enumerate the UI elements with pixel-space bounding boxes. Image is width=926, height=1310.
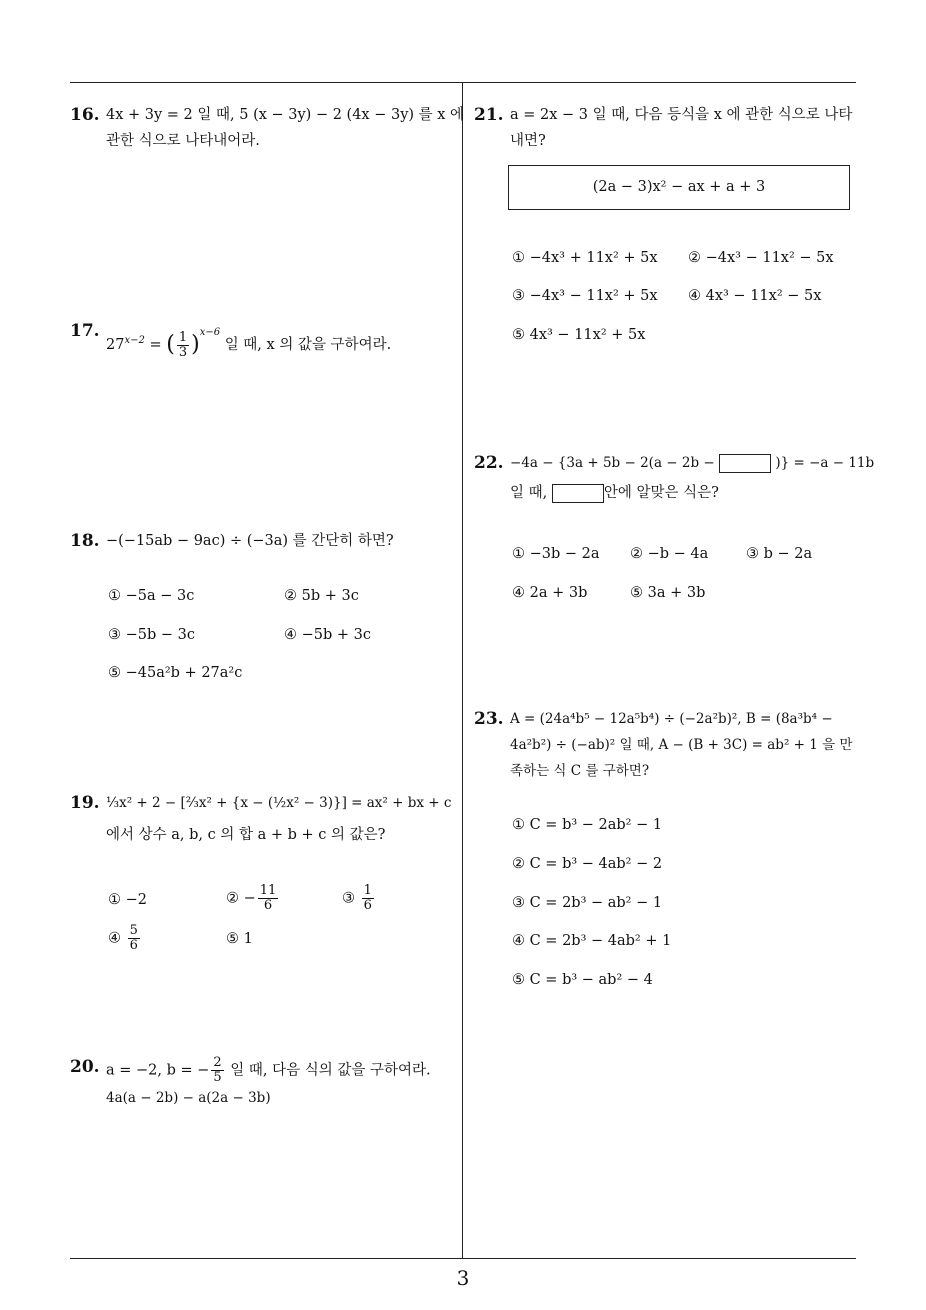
question-number: 19. — [70, 793, 100, 813]
question-text: a = 2x − 3 일 때, 다음 등식을 x 에 관한 식으로 나타 — [510, 107, 853, 123]
answer-option-1[interactable]: ① −5a − 3c — [108, 588, 195, 604]
answer-option-4[interactable]: ④ −5b + 3c — [284, 627, 371, 643]
expr-exponent: x−2 — [124, 335, 145, 347]
answer-option-1[interactable]: ① −4x³ + 11x² + 5x — [512, 250, 658, 266]
question-text: A = (24a⁴b⁵ − 12a⁵b⁴) ÷ (−2a²b)², B = (8a³b⁴ − — [510, 711, 833, 727]
option-label: ③ — [342, 890, 355, 907]
equation-box: (2a − 3)x² − ax + a + 3 — [508, 165, 850, 210]
question-number: 18. — [70, 531, 100, 551]
question-text: 4x + 3y = 2 일 때, 5 (x − 3y) − 2 (4x − 3y) 를 x 에 — [106, 107, 465, 123]
answer-blank-box — [719, 454, 771, 473]
fraction-denominator: 5 — [213, 1070, 222, 1085]
question-number: 16. — [70, 105, 100, 125]
option-label: ④ — [108, 930, 121, 947]
answer-option-2[interactable]: ② −b − 4a — [630, 546, 709, 562]
answer-option-4[interactable] — [108, 924, 142, 953]
bottom-rule — [70, 1258, 856, 1259]
fraction-denominator: 6 — [263, 898, 273, 913]
column-divider — [462, 82, 463, 1258]
option-label: ② − — [226, 890, 256, 907]
question-text: 4a²b²) ÷ (−ab)² 일 때, A − (B + 3C) = ab² + 1 을 만 — [510, 737, 853, 753]
answer-option-5[interactable]: ⑤ 3a + 3b — [630, 585, 706, 601]
answer-option-2[interactable] — [226, 884, 280, 913]
page-number: 3 — [456, 1266, 470, 1290]
fraction-numerator: 2 — [213, 1055, 222, 1070]
expr-exponent: x−6 — [199, 327, 221, 338]
answer-option-1[interactable]: ① C = b³ − 2ab² − 1 — [512, 817, 663, 833]
question-text: 일 때, x 의 값을 구하여라. — [224, 337, 392, 353]
answer-option-3[interactable] — [342, 884, 376, 913]
question-text: 안에 알맞은 식은? — [603, 485, 719, 501]
question-text: 일 때, — [510, 485, 548, 501]
equals-sign: = — [149, 337, 162, 353]
answer-option-3[interactable]: ③ −5b − 3c — [108, 627, 195, 643]
answer-blank-box — [552, 484, 604, 503]
answer-option-1[interactable]: ① −3b − 2a — [512, 546, 600, 562]
answer-option-5[interactable]: ⑤ −45a²b + 27a²c — [108, 665, 243, 681]
question-text: 족하는 식 C 를 구하면? — [510, 763, 650, 779]
fraction-numerator: 1 — [178, 329, 188, 345]
answer-option-4[interactable]: ④ 4x³ − 11x² − 5x — [688, 288, 822, 304]
answer-option-1[interactable]: ① −2 — [108, 892, 147, 908]
question-text: 내면? — [510, 133, 546, 149]
fraction-denominator: 6 — [363, 898, 372, 913]
fraction-numerator: 5 — [129, 923, 138, 938]
question-number: 23. — [474, 709, 504, 729]
fraction-denominator: 3 — [178, 344, 188, 360]
question-number: 20. — [70, 1057, 100, 1077]
top-rule — [70, 82, 856, 83]
fraction-denominator: 6 — [129, 938, 138, 953]
answer-option-4[interactable]: ④ 2a + 3b — [512, 585, 588, 601]
question-text: −(−15ab − 9ac) ÷ (−3a) 를 간단히 하면? — [106, 533, 394, 549]
answer-option-3[interactable]: ③ −4x³ − 11x² + 5x — [512, 288, 658, 304]
question-text: 관한 식으로 나타내어라. — [106, 133, 260, 149]
answer-option-2[interactable]: ② C = b³ − 4ab² − 2 — [512, 856, 663, 872]
question-number: 21. — [474, 105, 504, 125]
answer-option-4[interactable]: ④ C = 2b³ − 4ab² + 1 — [512, 933, 672, 949]
question-text: 일 때, 다음 식의 값을 구하여라. — [230, 1062, 431, 1079]
answer-option-5[interactable]: ⑤ C = b³ − ab² − 4 — [512, 972, 653, 988]
question-expression: −4a − {3a + 5b − 2(a − 2b − — [510, 455, 715, 471]
question-text: 에서 상수 a, b, c 의 합 a + b + c 의 값은? — [106, 827, 386, 843]
question-number: 17. — [70, 321, 100, 341]
fraction-numerator: 11 — [259, 883, 277, 898]
question-expression: 4a(a − 2b) − a(2a − 3b) — [106, 1090, 271, 1106]
question-expression: )} = −a − 11b — [775, 455, 875, 471]
question-number: 22. — [474, 453, 504, 473]
answer-option-2[interactable]: ② −4x³ − 11x² − 5x — [688, 250, 834, 266]
answer-option-3[interactable]: ③ b − 2a — [746, 546, 813, 562]
answer-option-3[interactable]: ③ C = 2b³ − ab² − 1 — [512, 895, 663, 911]
fraction-numerator: 1 — [363, 883, 372, 898]
answer-option-5[interactable]: ⑤ 1 — [226, 931, 253, 947]
answer-option-2[interactable]: ② 5b + 3c — [284, 588, 359, 604]
expr-base: 27 — [106, 337, 125, 353]
question-expression: ⅓x² + 2 − [⅔x² + {x − (½x² − 3)}] = ax² + bx + c — [106, 795, 452, 811]
answer-option-5[interactable]: ⑤ 4x³ − 11x² + 5x — [512, 327, 646, 343]
question-expression: a = −2, b = − — [106, 1062, 210, 1079]
